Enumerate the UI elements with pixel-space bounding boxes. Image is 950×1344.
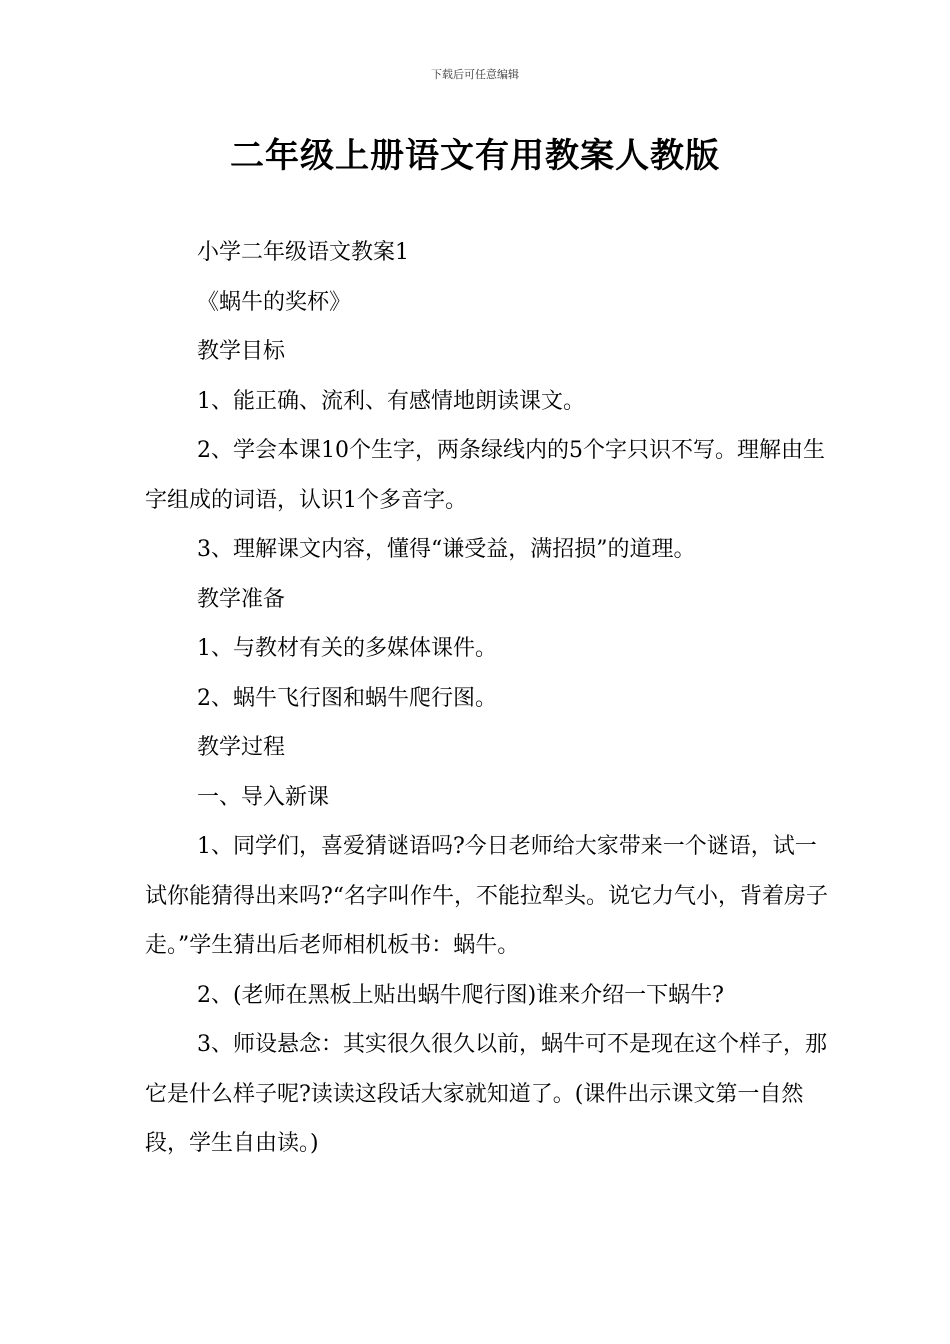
section-heading: 教学准备	[197, 586, 286, 612]
paragraph: 《蜗牛的奖杯》	[197, 289, 352, 315]
document-body	[145, 228, 835, 1169]
paragraph: 3、师设悬念：其实很久很久以前，蜗牛可不是现在这个样子，那它是什么样子呢?读读这段话大家就知道了。(课件出示课文第一自然段，学生自由读。)	[145, 1032, 827, 1156]
paragraph: 3、理解课文内容，懂得“谦受益，满招损”的道理。	[197, 537, 696, 562]
paragraph: 一、导入新课	[197, 784, 330, 810]
paragraph: 2、(老师在黑板上贴出蜗牛爬行图)谁来介绍一下蜗牛?	[197, 982, 724, 1008]
section-heading: 教学过程	[197, 735, 286, 760]
document-title: 二年级上册语文有用教案人教版	[230, 136, 720, 176]
paragraph: 1、同学们，喜爱猜谜语吗?今日老师给大家带来一个谜语，试一试你能猜得出来吗?“名字叫作牛，不能拉犁头。说它力气小，背着房子走。”学生猜出后老师相机板书：蜗牛。	[145, 834, 829, 958]
paragraph: 1、与教材有关的多媒体课件。	[197, 636, 497, 661]
section-heading: 教学目标	[197, 339, 286, 364]
header-note: 下载后可任意编辑	[431, 68, 519, 81]
paragraph: 2、蜗牛飞行图和蜗牛爬行图。	[197, 685, 497, 711]
paragraph: 1、能正确、流利、有感情地朗读课文。	[197, 388, 585, 414]
paragraph: 小学二年级语文教案1	[197, 240, 409, 265]
paragraph: 2、学会本课10个生字，两条绿线内的5个字只识不写。理解由生字组成的词语，认识1个多音字。	[145, 438, 825, 513]
